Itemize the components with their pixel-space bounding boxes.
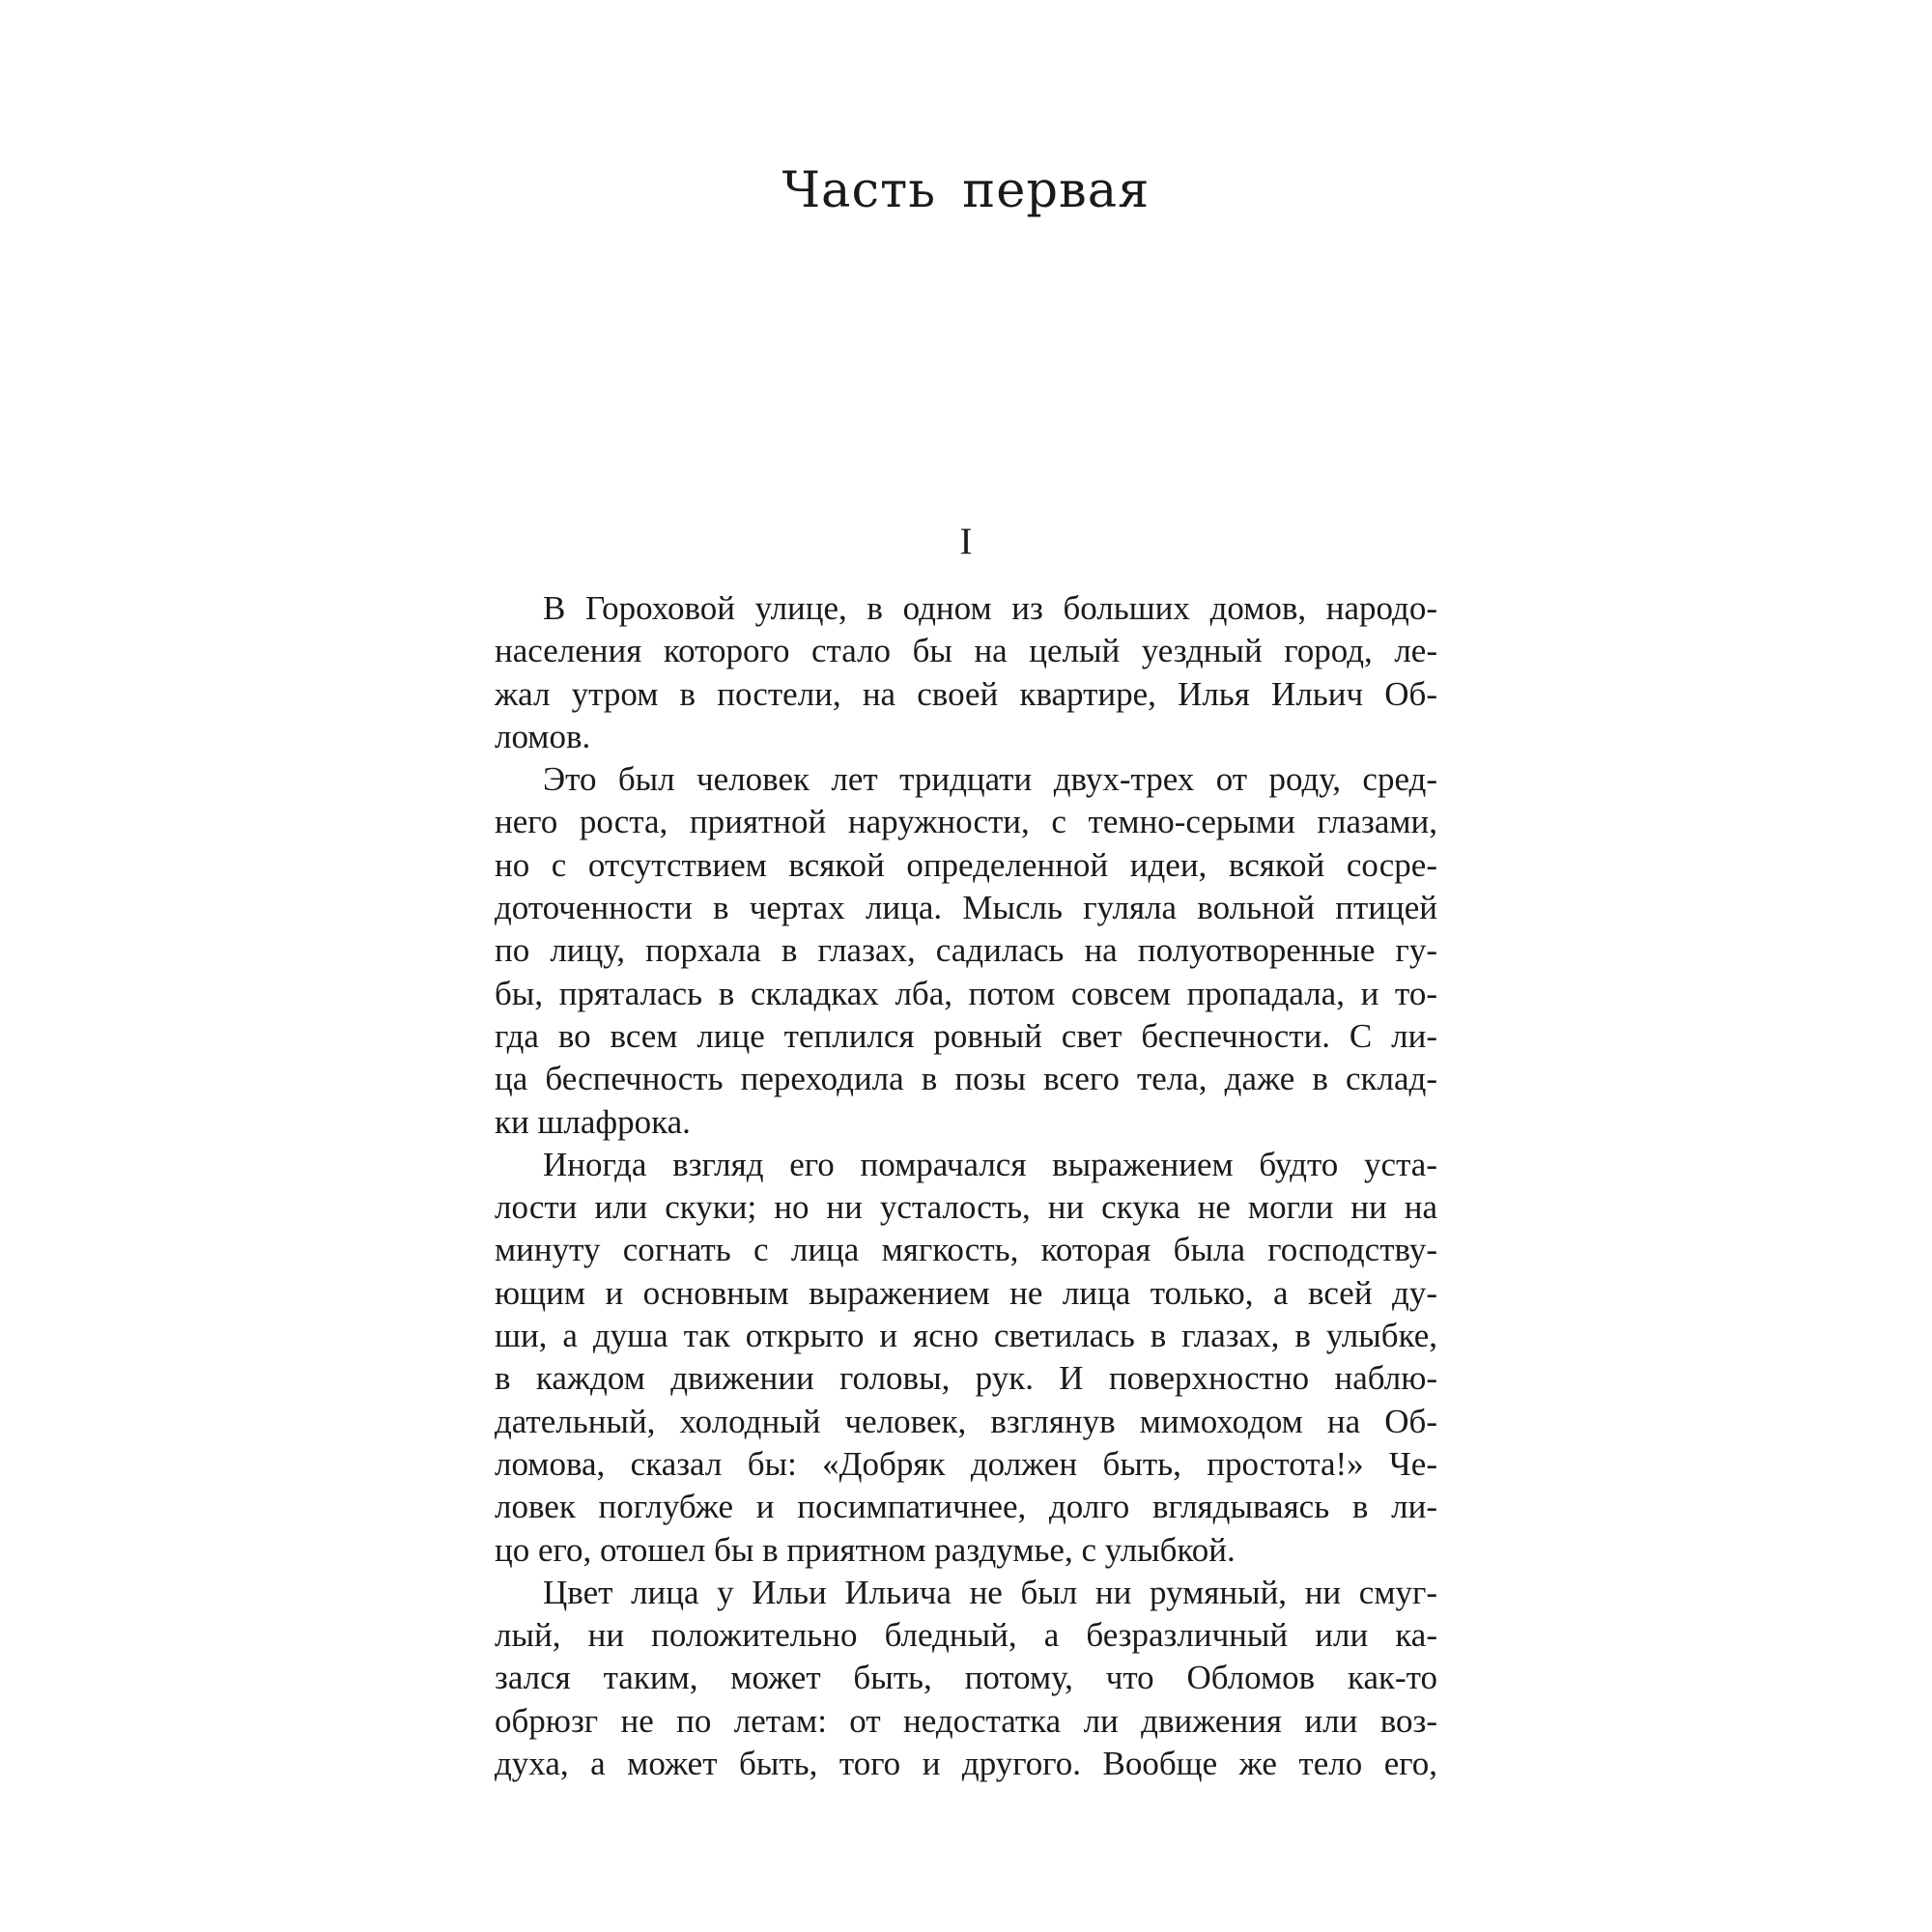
text-line: него роста, приятной наружности, с темно-серыми глазами, xyxy=(495,803,1437,841)
text-line: ловек поглубже и посимпатичнее, долго вглядываясь в ли- xyxy=(495,1488,1437,1526)
text-line: в каждом движении головы, рук. И поверхностно наблю- xyxy=(495,1359,1437,1398)
text-line: ки шлафрока. xyxy=(495,1102,691,1141)
text-line: Цвет лица у Ильи Ильича не был ни румяный, ни смуг- xyxy=(543,1573,1437,1611)
text-line: Это был человек лет тридцати двух-трех от роду, сред- xyxy=(543,760,1437,799)
chapter-number: I xyxy=(959,521,973,562)
text-line: ломов. xyxy=(495,717,591,755)
text-line: духа, а может быть, того и другого. Вообще же тело его, xyxy=(495,1745,1437,1783)
text-line: лости или скуки; но ни усталость, ни скука не могли ни на xyxy=(495,1188,1437,1227)
text-line: гда во всем лице теплился ровный свет беспечности. С ли- xyxy=(495,1016,1437,1055)
text-line: дательный, холодный человек, взглянув мимоходом на Об- xyxy=(495,1402,1437,1440)
text-line: по лицу, порхала в глазах, садилась на полуотворенные гу- xyxy=(495,931,1437,970)
text-line: ши, а душа так открыто и ясно светилась в глазах, в улыбке, xyxy=(495,1317,1437,1355)
text-line: минуту согнать с лица мягкость, которая была господству- xyxy=(495,1231,1437,1269)
part-title: Часть первая xyxy=(781,162,1151,219)
text-line: ломова, сказал бы: «Добряк должен быть, простота!» Че- xyxy=(495,1444,1437,1483)
text-line: жал утром в постели, на своей квартире, Илья Ильич Об- xyxy=(495,674,1437,713)
text-line: обрюзг не по летам: от недостатка ли движения или воз- xyxy=(495,1701,1437,1740)
text-line: В Гороховой улице, в одном из больших домов, народо- xyxy=(543,589,1437,627)
text-line: Иногда взгляд его помрачался выражением будто уста- xyxy=(543,1145,1437,1183)
text-line: населения которого стало бы на целый уездный город, ле- xyxy=(495,632,1437,670)
text-line: бы, пряталась в складках лба, потом совсем пропадала, и то- xyxy=(495,974,1437,1012)
text-line: ющим и основным выражением не лица только, а всей ду- xyxy=(495,1273,1437,1312)
text-line: но с отсутствием всякой определенной идеи, всякой сосре- xyxy=(495,845,1437,884)
body-text xyxy=(495,587,1437,1785)
text-line: доточенности в чертах лица. Мысль гуляла вольной птицей xyxy=(495,889,1437,927)
text-line: лый, ни положительно бледный, а безразличный или ка- xyxy=(495,1616,1437,1655)
text-line: цо его, отошел бы в приятном раздумье, с улыбкой. xyxy=(495,1530,1236,1569)
text-line: ца беспечность переходила в позы всего тела, даже в склад- xyxy=(495,1060,1437,1098)
text-line: зался таким, может быть, потому, что Обломов как-то xyxy=(495,1659,1437,1697)
